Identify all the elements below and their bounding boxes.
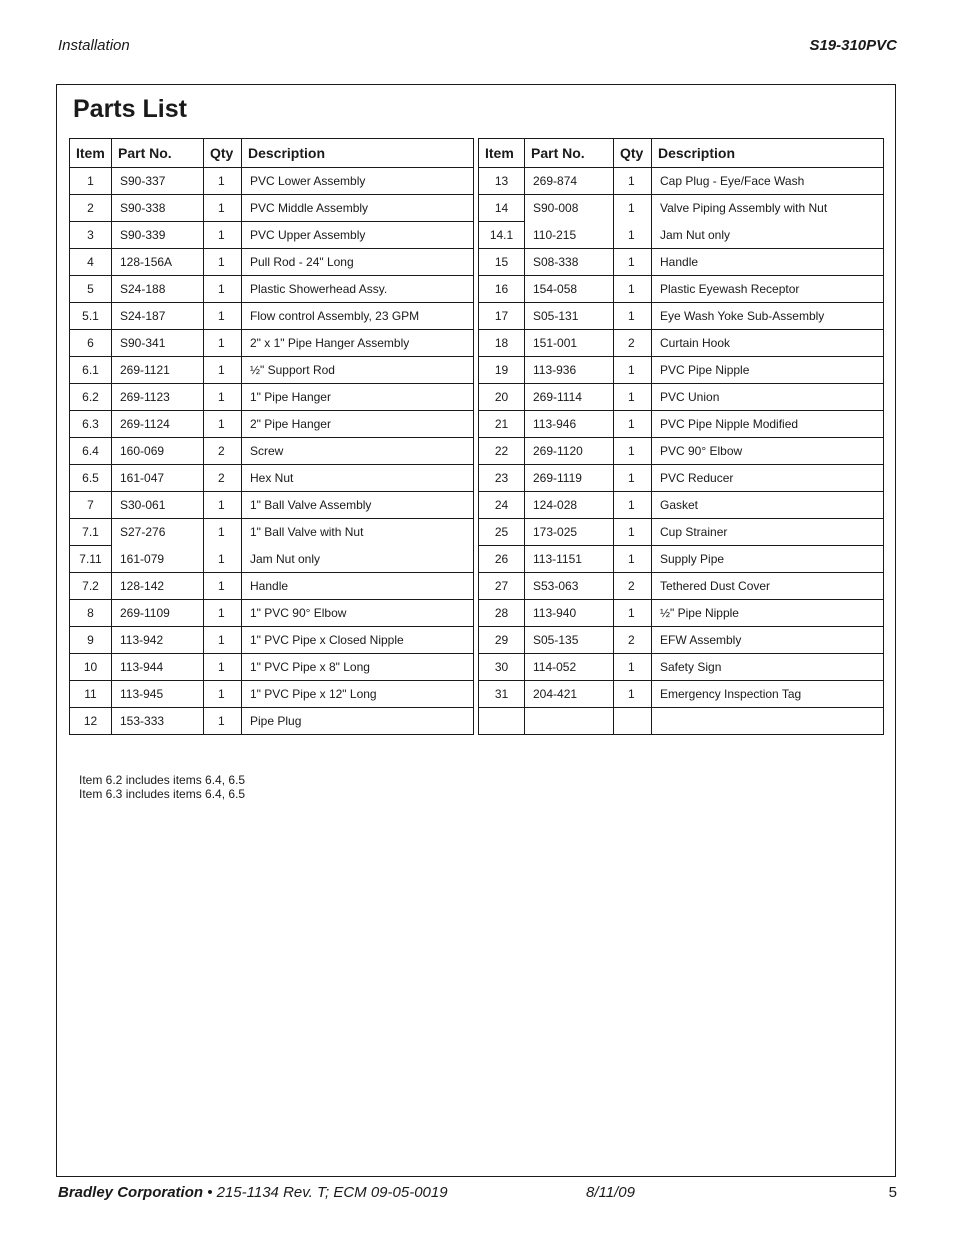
cell-qty: 1 xyxy=(204,357,242,384)
cell-part-no xyxy=(525,708,614,735)
cell-item xyxy=(479,708,525,735)
cell-description: PVC Pipe Nipple xyxy=(652,357,884,384)
cell-description: Safety Sign xyxy=(652,654,884,681)
cell-description: Cap Plug - Eye/Face Wash xyxy=(652,168,884,195)
cell-description: Valve Piping Assembly with Nut xyxy=(652,195,884,222)
table-row xyxy=(479,249,884,276)
cell-qty: 1 xyxy=(614,681,652,708)
cell-item: 6.4 xyxy=(70,438,112,465)
table-row xyxy=(479,195,884,222)
cell-item: 19 xyxy=(479,357,525,384)
cell-item: 22 xyxy=(479,438,525,465)
cell-qty: 1 xyxy=(204,330,242,357)
cell-part-no: 124-028 xyxy=(525,492,614,519)
cell-item: 7.1 xyxy=(70,519,112,546)
cell-part-no: 269-874 xyxy=(525,168,614,195)
cell-qty: 1 xyxy=(204,168,242,195)
table-row xyxy=(479,600,884,627)
table-row xyxy=(70,492,474,519)
parts-table-right-body xyxy=(479,168,884,735)
header-section: Installation xyxy=(58,37,130,54)
cell-item: 20 xyxy=(479,384,525,411)
cell-item: 6.5 xyxy=(70,465,112,492)
cell-description: 2" x 1" Pipe Hanger Assembly xyxy=(242,330,474,357)
cell-qty: 1 xyxy=(204,411,242,438)
cell-qty: 1 xyxy=(614,276,652,303)
cell-description: 2" Pipe Hanger xyxy=(242,411,474,438)
cell-item: 23 xyxy=(479,465,525,492)
note: Item 6.2 includes items 6.4, 6.5 xyxy=(79,773,246,787)
table-row xyxy=(70,330,474,357)
cell-qty: 2 xyxy=(614,573,652,600)
cell-description: PVC Upper Assembly xyxy=(242,222,474,249)
table-row xyxy=(479,573,884,600)
table-row xyxy=(70,438,474,465)
cell-qty: 1 xyxy=(614,654,652,681)
cell-part-no: S24-187 xyxy=(112,303,204,330)
page-title: Parts List xyxy=(73,95,187,123)
table-row xyxy=(479,303,884,330)
table-row xyxy=(479,519,884,546)
cell-description: Jam Nut only xyxy=(242,546,474,573)
table-row xyxy=(70,627,474,654)
cell-part-no: 113-945 xyxy=(112,681,204,708)
cell-part-no: 160-069 xyxy=(112,438,204,465)
cell-qty: 1 xyxy=(614,465,652,492)
cell-item: 6.3 xyxy=(70,411,112,438)
cell-item: 16 xyxy=(479,276,525,303)
cell-item: 17 xyxy=(479,303,525,330)
cell-qty: 1 xyxy=(204,654,242,681)
cell-part-no: S30-061 xyxy=(112,492,204,519)
cell-part-no: S90-008 xyxy=(525,195,614,222)
cell-item: 10 xyxy=(70,654,112,681)
cell-description: Handle xyxy=(652,249,884,276)
cell-item: 21 xyxy=(479,411,525,438)
cell-item: 5 xyxy=(70,276,112,303)
parts-table-left xyxy=(69,138,474,735)
table-row xyxy=(70,222,474,249)
cell-item: 24 xyxy=(479,492,525,519)
cell-qty: 1 xyxy=(204,249,242,276)
col-qty: Qty xyxy=(614,139,652,168)
cell-part-no: S05-135 xyxy=(525,627,614,654)
table-row xyxy=(70,384,474,411)
table-row xyxy=(70,249,474,276)
cell-part-no: 128-156A xyxy=(112,249,204,276)
footer-doc-number: • 215-1134 Rev. T; ECM 09-05-0019 xyxy=(203,1184,448,1201)
table-row xyxy=(70,411,474,438)
cell-qty: 2 xyxy=(204,465,242,492)
table-row xyxy=(479,330,884,357)
note: Item 6.3 includes items 6.4, 6.5 xyxy=(79,787,246,801)
cell-item: 26 xyxy=(479,546,525,573)
cell-item: 3 xyxy=(70,222,112,249)
cell-qty: 1 xyxy=(614,411,652,438)
cell-qty: 1 xyxy=(204,492,242,519)
cell-item: 12 xyxy=(70,708,112,735)
cell-description: Hex Nut xyxy=(242,465,474,492)
cell-part-no: 153-333 xyxy=(112,708,204,735)
cell-item: 6 xyxy=(70,330,112,357)
table-row xyxy=(70,303,474,330)
footer-company: Bradley Corporation xyxy=(58,1184,204,1201)
table-row xyxy=(479,411,884,438)
cell-item: 6.1 xyxy=(70,357,112,384)
cell-qty: 2 xyxy=(614,627,652,654)
cell-item: 5.1 xyxy=(70,303,112,330)
cell-qty: 1 xyxy=(614,438,652,465)
cell-description: 1" PVC Pipe x 8" Long xyxy=(242,654,474,681)
cell-part-no: 113-944 xyxy=(112,654,204,681)
cell-qty: 1 xyxy=(204,276,242,303)
cell-description: ½" Support Rod xyxy=(242,357,474,384)
col-part-no: Part No. xyxy=(112,139,204,168)
cell-qty: 1 xyxy=(204,195,242,222)
cell-part-no: 161-047 xyxy=(112,465,204,492)
cell-description xyxy=(652,708,884,735)
col-item: Item xyxy=(70,139,112,168)
cell-item: 2 xyxy=(70,195,112,222)
table-row xyxy=(479,384,884,411)
cell-qty: 1 xyxy=(204,681,242,708)
cell-part-no: 113-940 xyxy=(525,600,614,627)
table-row xyxy=(70,546,474,573)
col-item: Item xyxy=(479,139,525,168)
parts-list-frame xyxy=(56,84,896,1177)
cell-item: 1 xyxy=(70,168,112,195)
cell-item: 8 xyxy=(70,600,112,627)
cell-description: ½" Pipe Nipple xyxy=(652,600,884,627)
cell-qty: 1 xyxy=(204,546,242,573)
cell-part-no: 151-001 xyxy=(525,330,614,357)
cell-part-no: S53-063 xyxy=(525,573,614,600)
table-row xyxy=(70,168,474,195)
cell-description: Pipe Plug xyxy=(242,708,474,735)
table-row xyxy=(70,465,474,492)
table-row xyxy=(70,195,474,222)
header-model: S19-310PVC xyxy=(809,37,897,54)
cell-part-no: 173-025 xyxy=(525,519,614,546)
cell-qty: 1 xyxy=(614,492,652,519)
cell-qty: 1 xyxy=(614,168,652,195)
cell-qty: 1 xyxy=(204,303,242,330)
cell-qty: 2 xyxy=(204,438,242,465)
col-qty: Qty xyxy=(204,139,242,168)
cell-part-no: 269-1109 xyxy=(112,600,204,627)
notes xyxy=(79,773,245,801)
cell-part-no: 113-946 xyxy=(525,411,614,438)
cell-description: PVC Union xyxy=(652,384,884,411)
cell-part-no: 204-421 xyxy=(525,681,614,708)
table-row xyxy=(70,708,474,735)
table-row xyxy=(479,681,884,708)
cell-item: 27 xyxy=(479,573,525,600)
table-row xyxy=(70,357,474,384)
cell-description: PVC Lower Assembly xyxy=(242,168,474,195)
cell-part-no: 154-058 xyxy=(525,276,614,303)
cell-part-no: S27-276 xyxy=(112,519,204,546)
cell-item: 7 xyxy=(70,492,112,519)
cell-description: Cup Strainer xyxy=(652,519,884,546)
cell-item: 15 xyxy=(479,249,525,276)
cell-item: 14.1 xyxy=(479,222,525,249)
table-row xyxy=(70,573,474,600)
table-row xyxy=(479,276,884,303)
cell-description: Gasket xyxy=(652,492,884,519)
cell-part-no: S24-188 xyxy=(112,276,204,303)
cell-description: Screw xyxy=(242,438,474,465)
cell-qty: 1 xyxy=(614,357,652,384)
cell-description: Handle xyxy=(242,573,474,600)
page-number: 5 xyxy=(888,1184,897,1201)
cell-description: Emergency Inspection Tag xyxy=(652,681,884,708)
cell-description: PVC 90° Elbow xyxy=(652,438,884,465)
cell-description: Curtain Hook xyxy=(652,330,884,357)
table-row xyxy=(70,681,474,708)
cell-qty: 1 xyxy=(204,627,242,654)
cell-part-no: S90-337 xyxy=(112,168,204,195)
cell-part-no: S90-338 xyxy=(112,195,204,222)
cell-item: 4 xyxy=(70,249,112,276)
cell-qty: 1 xyxy=(614,384,652,411)
cell-part-no: 269-1114 xyxy=(525,384,614,411)
cell-part-no: 113-936 xyxy=(525,357,614,384)
table-row xyxy=(479,708,884,735)
cell-part-no: 269-1124 xyxy=(112,411,204,438)
cell-part-no: 269-1123 xyxy=(112,384,204,411)
table-row xyxy=(479,465,884,492)
cell-description: 1" Pipe Hanger xyxy=(242,384,474,411)
cell-qty: 1 xyxy=(204,222,242,249)
cell-description: Eye Wash Yoke Sub-Assembly xyxy=(652,303,884,330)
cell-part-no: S05-131 xyxy=(525,303,614,330)
cell-qty xyxy=(614,708,652,735)
cell-part-no: 113-942 xyxy=(112,627,204,654)
cell-part-no: 128-142 xyxy=(112,573,204,600)
cell-qty: 1 xyxy=(614,249,652,276)
cell-item: 31 xyxy=(479,681,525,708)
cell-item: 30 xyxy=(479,654,525,681)
cell-part-no: 161-079 xyxy=(112,546,204,573)
cell-description: Pull Rod - 24" Long xyxy=(242,249,474,276)
cell-part-no: 110-215 xyxy=(525,222,614,249)
parts-table-left-body xyxy=(70,168,474,735)
cell-part-no: 269-1120 xyxy=(525,438,614,465)
table-row xyxy=(70,519,474,546)
cell-description: Flow control Assembly, 23 GPM xyxy=(242,303,474,330)
table-row xyxy=(70,654,474,681)
cell-item: 18 xyxy=(479,330,525,357)
cell-qty: 1 xyxy=(614,600,652,627)
cell-description: Tethered Dust Cover xyxy=(652,573,884,600)
table-row xyxy=(479,492,884,519)
cell-qty: 1 xyxy=(614,519,652,546)
cell-part-no: S08-338 xyxy=(525,249,614,276)
cell-description: 1" PVC 90° Elbow xyxy=(242,600,474,627)
cell-description: 1" PVC Pipe x 12" Long xyxy=(242,681,474,708)
cell-item: 7.11 xyxy=(70,546,112,573)
cell-qty: 2 xyxy=(614,330,652,357)
cell-qty: 1 xyxy=(204,708,242,735)
cell-qty: 1 xyxy=(614,222,652,249)
cell-item: 9 xyxy=(70,627,112,654)
cell-description: Plastic Eyewash Receptor xyxy=(652,276,884,303)
cell-description: PVC Pipe Nipple Modified xyxy=(652,411,884,438)
cell-description: Supply Pipe xyxy=(652,546,884,573)
table-row xyxy=(479,546,884,573)
cell-part-no: 269-1121 xyxy=(112,357,204,384)
cell-qty: 1 xyxy=(204,384,242,411)
table-row xyxy=(479,627,884,654)
cell-description: EFW Assembly xyxy=(652,627,884,654)
cell-item: 28 xyxy=(479,600,525,627)
cell-item: 13 xyxy=(479,168,525,195)
table-row xyxy=(479,357,884,384)
parts-table-right xyxy=(478,138,884,735)
cell-description: PVC Middle Assembly xyxy=(242,195,474,222)
cell-item: 7.2 xyxy=(70,573,112,600)
cell-item: 6.2 xyxy=(70,384,112,411)
table-row xyxy=(70,276,474,303)
table-row xyxy=(479,168,884,195)
cell-description: Jam Nut only xyxy=(652,222,884,249)
cell-item: 14 xyxy=(479,195,525,222)
col-description: Description xyxy=(652,139,884,168)
cell-qty: 1 xyxy=(614,195,652,222)
table-row xyxy=(479,438,884,465)
cell-qty: 1 xyxy=(204,519,242,546)
cell-description: 1" Ball Valve with Nut xyxy=(242,519,474,546)
footer-date: 8/11/09 xyxy=(586,1184,635,1201)
cell-item: 25 xyxy=(479,519,525,546)
cell-qty: 1 xyxy=(614,546,652,573)
cell-item: 11 xyxy=(70,681,112,708)
table-row xyxy=(479,222,884,249)
cell-description: PVC Reducer xyxy=(652,465,884,492)
cell-description: 1" Ball Valve Assembly xyxy=(242,492,474,519)
table-row xyxy=(479,654,884,681)
footer-doc-info xyxy=(58,1184,448,1201)
cell-part-no: S90-339 xyxy=(112,222,204,249)
table-row xyxy=(70,600,474,627)
cell-description: Plastic Showerhead Assy. xyxy=(242,276,474,303)
cell-part-no: S90-341 xyxy=(112,330,204,357)
cell-qty: 1 xyxy=(204,600,242,627)
col-description: Description xyxy=(242,139,474,168)
cell-qty: 1 xyxy=(204,573,242,600)
cell-part-no: 114-052 xyxy=(525,654,614,681)
cell-item: 29 xyxy=(479,627,525,654)
cell-part-no: 113-1151 xyxy=(525,546,614,573)
cell-qty: 1 xyxy=(614,303,652,330)
cell-part-no: 269-1119 xyxy=(525,465,614,492)
col-part-no: Part No. xyxy=(525,139,614,168)
cell-description: 1" PVC Pipe x Closed Nipple xyxy=(242,627,474,654)
